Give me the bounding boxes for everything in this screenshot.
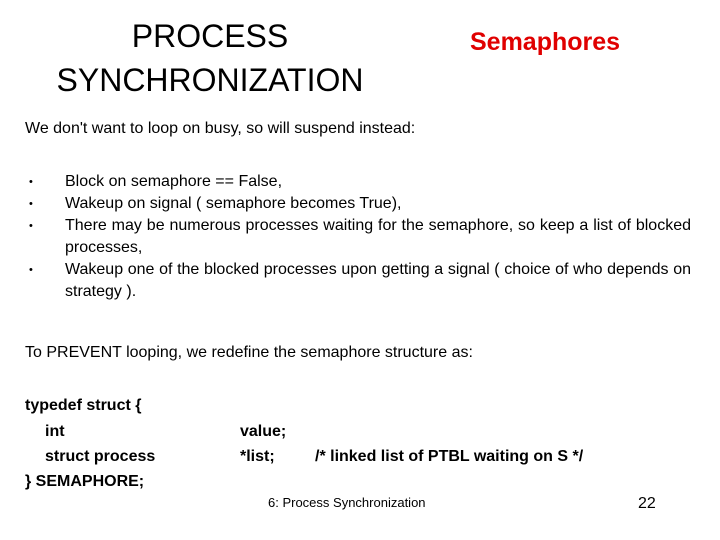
bullet-item — [25, 193, 691, 215]
page-title — [20, 14, 400, 102]
code-field1-type: int — [45, 423, 65, 440]
bullet-text: Wakeup one of the blocked processes upon getting a signal ( choice of who depends on strategy ). — [65, 261, 691, 300]
bullet-text: Wakeup on signal ( semaphore becomes True), — [65, 195, 402, 212]
code-closing-line: } SEMAPHORE; — [25, 473, 145, 490]
bullet-icon: • — [29, 220, 33, 232]
bullet-text: Block on semaphore == False, — [65, 173, 283, 190]
section-title: Semaphores — [470, 28, 621, 56]
bullet-item — [25, 171, 691, 193]
code-comment: /* linked list of PTBL waiting on S */ — [315, 448, 584, 465]
intro-text: We don't want to loop on busy, so will suspend instead: — [25, 120, 416, 137]
footer-caption: 6: Process Synchronization — [268, 495, 426, 510]
code-typedef-line: typedef struct { — [25, 397, 142, 414]
bullet-icon: • — [29, 264, 33, 276]
bullet-item — [25, 215, 691, 259]
code-field2-type: struct process — [45, 448, 156, 465]
title-line-1: PROCESS — [131, 18, 289, 54]
bullet-list — [25, 171, 691, 303]
bullet-icon: • — [29, 198, 33, 210]
bullet-item — [25, 259, 691, 303]
title-line-2: SYNCHRONIZATION — [56, 62, 364, 98]
bullet-icon: • — [29, 176, 33, 188]
page-number: 22 — [638, 495, 656, 512]
code-field2-name: *list; — [240, 448, 275, 465]
bullet-text: There may be numerous processes waiting for the semaphore, so keep a list of blocked processes, — [65, 217, 691, 256]
prevent-text: To PREVENT looping, we redefine the semaphore structure as: — [25, 344, 473, 361]
code-field1-name: value; — [240, 423, 287, 440]
